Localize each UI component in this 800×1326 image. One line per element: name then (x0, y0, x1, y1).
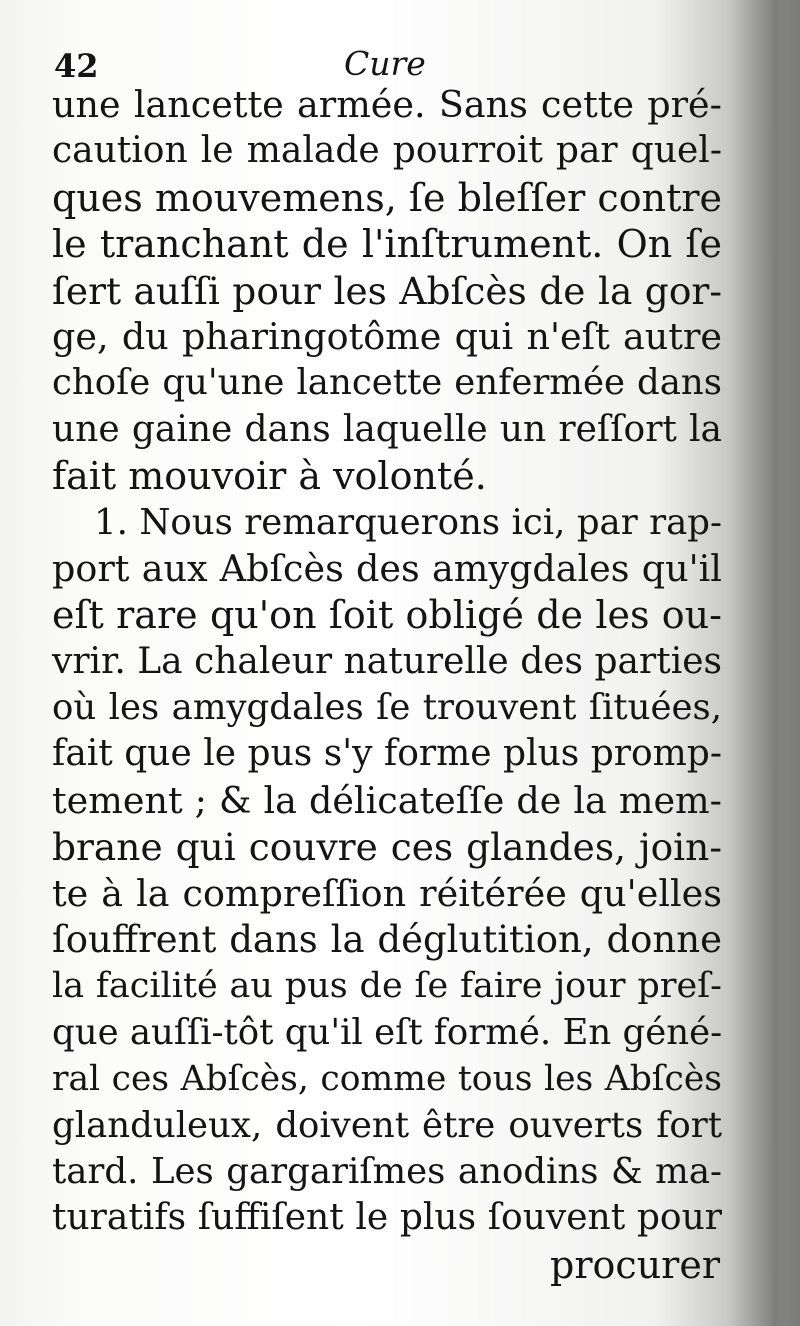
text-line: glanduleux, doivent être ouverts fort (52, 1104, 722, 1146)
text-line: une gaine dans laquelle un reſſort la (52, 408, 722, 450)
text-line: turatifs ſuffiſent le plus ſouvent pour (52, 1197, 722, 1239)
text-line: ſouffrent dans la déglutition, donne (52, 918, 722, 962)
text-line: où les amygdales ſe trouvent ſituées, (52, 687, 722, 729)
text-line: tard. Les gargariſmes anodins & ma- (52, 1150, 722, 1192)
text-line: la facilité au pus de ſe faire jour preſ- (52, 966, 722, 1007)
paragraph-start-line: 1. Nous remarquerons ici, par rap- (94, 501, 722, 543)
text-line: vrir. La chaleur naturelle des parties (52, 640, 722, 682)
page-edge-shadow (778, 0, 800, 1326)
text-line: ge, du pharingotôme qui n'eſt autre (52, 314, 722, 358)
text-line: une lancette armée. Sans cette pré- (52, 83, 722, 126)
text-line: port aux Abſcès des amygdales qu'il (52, 546, 722, 590)
text-line: ral ces Abſcès, comme tous les Abſcès (52, 1059, 722, 1100)
text-line: tement ; & la délicateſſe de la mem- (52, 778, 722, 822)
text-line: ſert auſſi pour les Abſcès de la gor- (52, 268, 722, 313)
text-line: eſt rare qu'on ſoit obligé de les ou- (52, 593, 722, 638)
text-line: que auſſi-tôt qu'il eſt formé. En géné- (52, 1011, 723, 1053)
text-line: ques mouvemens, ſe bleſſer contre (52, 175, 722, 220)
running-head: Cure (344, 44, 426, 83)
text-line: fait mouvoir à volonté. (52, 454, 487, 499)
page-number: 42 (54, 47, 99, 85)
text-line: te à la compreſſion réitérée qu'elles (52, 871, 722, 915)
text-line: choſe qu'une lancette enfermée dans (52, 362, 722, 404)
body-text (52, 82, 722, 1288)
catchword: procurer (550, 1242, 720, 1287)
text-line: caution le malade pourroit par quel- (52, 130, 722, 172)
text-line: le tranchant de l'inſtrument. On ſe (52, 222, 722, 267)
text-line: brane qui couvre ces glandes, join- (52, 825, 722, 870)
text-line: fait que le pus s'y forme plus promp- (52, 733, 722, 775)
